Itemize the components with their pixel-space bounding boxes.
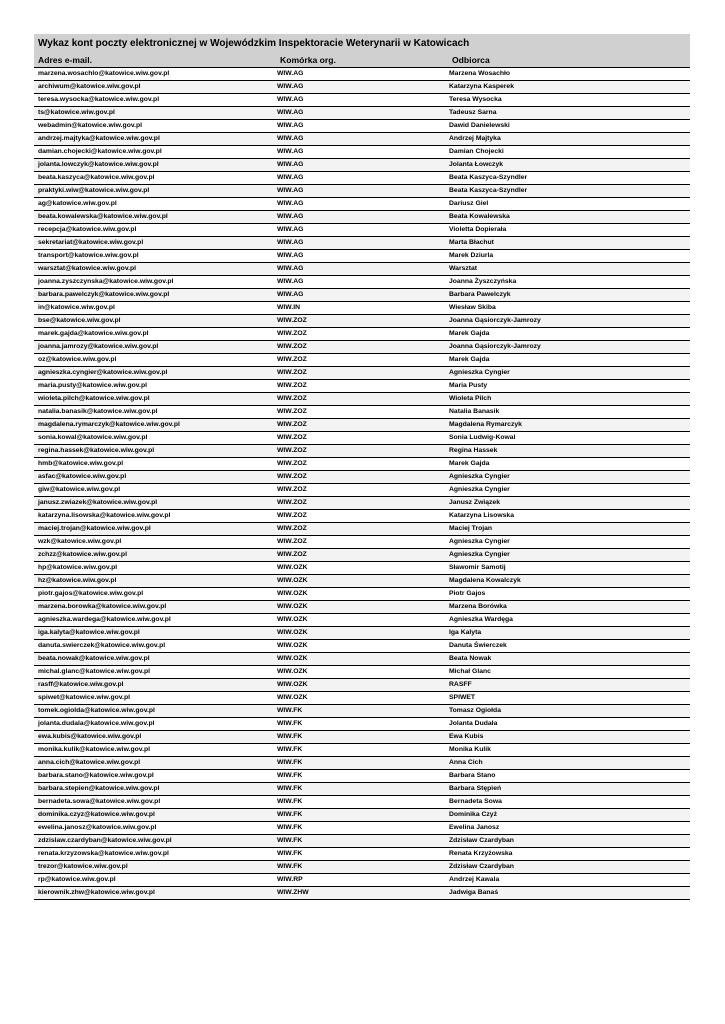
email-cell: zdzislaw.czardyban@katowice.wiw.gov.pl	[34, 835, 276, 848]
email-cell: anna.cich@katowice.wiw.gov.pl	[34, 757, 276, 770]
email-cell: ag@katowice.wiw.gov.pl	[34, 198, 276, 211]
recipient-cell: Violetta Dopierała	[448, 224, 690, 237]
recipient-cell: Ewa Kubis	[448, 731, 690, 744]
table-row	[34, 380, 690, 393]
email-cell: michal.glanc@katowice.wiw.gov.pl	[34, 666, 276, 679]
email-cell: marzena.wosachlo@katowice.wiw.gov.pl	[34, 68, 276, 81]
table-row	[34, 484, 690, 497]
recipient-cell: Teresa Wysocka	[448, 94, 690, 107]
table-row	[34, 796, 690, 809]
table-row	[34, 432, 690, 445]
email-cell: jolanta.dudala@katowice.wiw.gov.pl	[34, 718, 276, 731]
unit-cell: WIW.ZHW	[276, 887, 448, 900]
recipient-cell: Dariusz Giel	[448, 198, 690, 211]
recipient-cell: Anna Cich	[448, 757, 690, 770]
email-cell: spiwet@katowice.wiw.gov.pl	[34, 692, 276, 705]
email-cell: regina.hassek@katowice.wiw.gov.pl	[34, 445, 276, 458]
recipient-cell: Wiesław Skiba	[448, 302, 690, 315]
recipient-cell: Tomasz Ogiołda	[448, 705, 690, 718]
recipient-cell: Jolanta Dudała	[448, 718, 690, 731]
table-row	[34, 627, 690, 640]
email-cell: beata.kowalewska@katowice.wiw.gov.pl	[34, 211, 276, 224]
unit-cell: WIW.AG	[276, 107, 448, 120]
unit-cell: WIW.ZOZ	[276, 536, 448, 549]
email-cell: danuta.swierczek@katowice.wiw.gov.pl	[34, 640, 276, 653]
table-row	[34, 718, 690, 731]
unit-cell: WIW.FK	[276, 809, 448, 822]
recipient-cell: Agnieszka Cyngier	[448, 484, 690, 497]
recipient-cell: Jolanta Łowczyk	[448, 159, 690, 172]
email-cell: agnieszka.cyngier@katowice.wiw.gov.pl	[34, 367, 276, 380]
unit-cell: WIW.ZOZ	[276, 497, 448, 510]
unit-cell: WIW.OZK	[276, 614, 448, 627]
recipient-cell: RASFF	[448, 679, 690, 692]
table-row	[34, 757, 690, 770]
email-cell: tomek.ogiolda@katowice.wiw.gov.pl	[34, 705, 276, 718]
unit-cell: WIW.ZOZ	[276, 393, 448, 406]
email-cell: ewelina.janosz@katowice.wiw.gov.pl	[34, 822, 276, 835]
email-cell: beata.kaszyca@katowice.wiw.gov.pl	[34, 172, 276, 185]
unit-cell: WIW.OZK	[276, 601, 448, 614]
table-row	[34, 172, 690, 185]
recipient-cell: Zdzisław Czardyban	[448, 835, 690, 848]
email-cell: maciej.trojan@katowice.wiw.gov.pl	[34, 523, 276, 536]
unit-cell: WIW.AG	[276, 263, 448, 276]
email-cell: webadmin@katowice.wiw.gov.pl	[34, 120, 276, 133]
table-row	[34, 549, 690, 562]
table-row	[34, 406, 690, 419]
email-cell: praktyki.wiw@katowice.wiw.gov.pl	[34, 185, 276, 198]
unit-cell: WIW.OZK	[276, 653, 448, 666]
unit-cell: WIW.ZOZ	[276, 328, 448, 341]
recipient-cell: Agnieszka Wardęga	[448, 614, 690, 627]
email-cell: marzena.borowka@katowice.wiw.gov.pl	[34, 601, 276, 614]
unit-cell: WIW.OZK	[276, 679, 448, 692]
table-row	[34, 575, 690, 588]
email-cell: beata.nowak@katowice.wiw.gov.pl	[34, 653, 276, 666]
email-cell: joanna.jamrozy@katowice.wiw.gov.pl	[34, 341, 276, 354]
unit-cell: WIW.RP	[276, 874, 448, 887]
unit-cell: WIW.ZOZ	[276, 445, 448, 458]
table-row	[34, 81, 690, 94]
recipient-cell: Beata Kaszyca-Szyndler	[448, 172, 690, 185]
unit-cell: WIW.ZOZ	[276, 549, 448, 562]
table-row	[34, 848, 690, 861]
table-row	[34, 159, 690, 172]
unit-cell: WIW.ZOZ	[276, 315, 448, 328]
recipient-cell: Marek Gajda	[448, 328, 690, 341]
unit-cell: WIW.ZOZ	[276, 523, 448, 536]
email-cell: barbara.stano@katowice.wiw.gov.pl	[34, 770, 276, 783]
unit-cell: WIW.FK	[276, 822, 448, 835]
recipient-cell: Michał Glanc	[448, 666, 690, 679]
email-cell: transport@katowice.wiw.gov.pl	[34, 250, 276, 263]
unit-cell: WIW.FK	[276, 783, 448, 796]
table-row	[34, 887, 690, 900]
table-row	[34, 588, 690, 601]
unit-cell: WIW.ZOZ	[276, 510, 448, 523]
table-row	[34, 250, 690, 263]
table-row	[34, 302, 690, 315]
unit-cell: WIW.FK	[276, 861, 448, 874]
table-row	[34, 653, 690, 666]
unit-cell: WIW.OZK	[276, 588, 448, 601]
email-cell: monika.kulik@katowice.wiw.gov.pl	[34, 744, 276, 757]
recipient-cell: Agnieszka Cyngier	[448, 367, 690, 380]
email-cell: oz@katowice.wiw.gov.pl	[34, 354, 276, 367]
table-row	[34, 614, 690, 627]
email-cell: bse@katowice.wiw.gov.pl	[34, 315, 276, 328]
unit-cell: WIW.OZK	[276, 575, 448, 588]
unit-cell: WIW.AG	[276, 250, 448, 263]
table-row	[34, 354, 690, 367]
recipient-cell: Agnieszka Cyngier	[448, 536, 690, 549]
email-cell: wzk@katowice.wiw.gov.pl	[34, 536, 276, 549]
email-cell: renata.krzyzowska@katowice.wiw.gov.pl	[34, 848, 276, 861]
recipient-cell: Marta Błachut	[448, 237, 690, 250]
unit-cell: WIW.OZK	[276, 666, 448, 679]
table-row	[34, 445, 690, 458]
table-row	[34, 276, 690, 289]
table-row	[34, 666, 690, 679]
email-cell: archiwum@katowice.wiw.gov.pl	[34, 81, 276, 94]
unit-cell: WIW.FK	[276, 718, 448, 731]
unit-cell: WIW.FK	[276, 848, 448, 861]
email-cell: maria.pusty@katowice.wiw.gov.pl	[34, 380, 276, 393]
email-cell: katarzyna.lisowska@katowice.wiw.gov.pl	[34, 510, 276, 523]
recipient-cell: Wioleta Pilch	[448, 393, 690, 406]
unit-cell: WIW.ZOZ	[276, 354, 448, 367]
document-sheet	[34, 34, 690, 900]
email-cell: ewa.kubis@katowice.wiw.gov.pl	[34, 731, 276, 744]
table-row	[34, 146, 690, 159]
recipient-cell: Agnieszka Cyngier	[448, 549, 690, 562]
email-cell: magdalena.rymarczyk@katowice.wiw.gov.pl	[34, 419, 276, 432]
unit-cell: WIW.AG	[276, 276, 448, 289]
unit-cell: WIW.ZOZ	[276, 458, 448, 471]
table-row	[34, 393, 690, 406]
table-row	[34, 770, 690, 783]
unit-cell: WIW.FK	[276, 757, 448, 770]
recipient-cell: Katarzyna Lisowska	[448, 510, 690, 523]
recipient-cell: Sonia Ludwig-Kowal	[448, 432, 690, 445]
recipient-cell: Marek Gajda	[448, 458, 690, 471]
unit-cell: WIW.ZOZ	[276, 367, 448, 380]
email-cell: teresa.wysocka@katowice.wiw.gov.pl	[34, 94, 276, 107]
table-row	[34, 822, 690, 835]
table-row	[34, 510, 690, 523]
unit-cell: WIW.AG	[276, 68, 448, 81]
recipient-cell: Andrzej Majtyka	[448, 133, 690, 146]
email-cell: asfac@katowice.wiw.gov.pl	[34, 471, 276, 484]
table-row	[34, 458, 690, 471]
recipient-cell: Danuta Świerczek	[448, 640, 690, 653]
unit-cell: WIW.AG	[276, 237, 448, 250]
email-cell: hz@katowice.wiw.gov.pl	[34, 575, 276, 588]
unit-cell: WIW.ZOZ	[276, 341, 448, 354]
table-row	[34, 679, 690, 692]
table-row	[34, 601, 690, 614]
unit-cell: WIW.AG	[276, 198, 448, 211]
unit-cell: WIW.AG	[276, 185, 448, 198]
email-accounts-table	[34, 54, 690, 900]
email-cell: janusz.zwiazek@katowice.wiw.gov.pl	[34, 497, 276, 510]
table-row	[34, 107, 690, 120]
email-cell: zchzz@katowice.wiw.gov.pl	[34, 549, 276, 562]
column-header-unit: Komórka org.	[276, 54, 448, 68]
recipient-cell: Dawid Danielewski	[448, 120, 690, 133]
table-row	[34, 640, 690, 653]
unit-cell: WIW.FK	[276, 705, 448, 718]
recipient-cell: Agnieszka Cyngier	[448, 471, 690, 484]
unit-cell: WIW.OZK	[276, 640, 448, 653]
email-cell: marek.gajda@katowice.wiw.gov.pl	[34, 328, 276, 341]
email-cell: rasff@katowice.wiw.gov.pl	[34, 679, 276, 692]
table-header	[34, 54, 690, 68]
unit-cell: WIW.IN	[276, 302, 448, 315]
unit-cell: WIW.ZOZ	[276, 432, 448, 445]
email-cell: kierownik.zhw@katowice.wiw.gov.pl	[34, 887, 276, 900]
recipient-cell: Tadeusz Sarna	[448, 107, 690, 120]
email-cell: joanna.zyszczynska@katowice.wiw.gov.pl	[34, 276, 276, 289]
recipient-cell: Joanna Gąsiorczyk-Jamrozy	[448, 341, 690, 354]
unit-cell: WIW.OZK	[276, 627, 448, 640]
unit-cell: WIW.ZOZ	[276, 484, 448, 497]
recipient-cell: Marek Dziurla	[448, 250, 690, 263]
table-row	[34, 237, 690, 250]
table-row	[34, 341, 690, 354]
recipient-cell: Warsztat	[448, 263, 690, 276]
email-cell: damian.chojecki@katowice.wiw.gov.pl	[34, 146, 276, 159]
email-cell: natalia.banasik@katowice.wiw.gov.pl	[34, 406, 276, 419]
unit-cell: WIW.AG	[276, 159, 448, 172]
email-cell: jolanta.lowczyk@katowice.wiw.gov.pl	[34, 159, 276, 172]
email-cell: ts@katowice.wiw.gov.pl	[34, 107, 276, 120]
unit-cell: WIW.FK	[276, 770, 448, 783]
recipient-cell: Damian Chojecki	[448, 146, 690, 159]
recipient-cell: Marzena Wosachło	[448, 68, 690, 81]
unit-cell: WIW.ZOZ	[276, 406, 448, 419]
recipient-cell: Dominika Czyż	[448, 809, 690, 822]
column-header-recipient: Odbiorca	[448, 54, 690, 68]
email-cell: hmb@katowice.wiw.gov.pl	[34, 458, 276, 471]
table-row	[34, 367, 690, 380]
table-body	[34, 68, 690, 900]
email-cell: sonia.kowal@katowice.wiw.gov.pl	[34, 432, 276, 445]
column-header-email: Adres e-mail.	[34, 54, 276, 68]
table-row	[34, 120, 690, 133]
table-row	[34, 289, 690, 302]
email-cell: sekretariat@katowice.wiw.gov.pl	[34, 237, 276, 250]
recipient-cell: Zdzisław Czardyban	[448, 861, 690, 874]
unit-cell: WIW.OZK	[276, 692, 448, 705]
recipient-cell: Joanna Żyszczyńska	[448, 276, 690, 289]
unit-cell: WIW.AG	[276, 224, 448, 237]
table-row	[34, 835, 690, 848]
email-cell: barbara.pawelczyk@katowice.wiw.gov.pl	[34, 289, 276, 302]
recipient-cell: Andrzej Kawala	[448, 874, 690, 887]
table-row	[34, 328, 690, 341]
recipient-cell: Barbara Stępień	[448, 783, 690, 796]
recipient-cell: Marzena Borówka	[448, 601, 690, 614]
recipient-cell: Maciej Trojan	[448, 523, 690, 536]
recipient-cell: Barbara Pawelczyk	[448, 289, 690, 302]
recipient-cell: Monika Kulik	[448, 744, 690, 757]
unit-cell: WIW.FK	[276, 744, 448, 757]
email-cell: piotr.gajos@katowice.wiw.gov.pl	[34, 588, 276, 601]
recipient-cell: Magdalena Rymarczyk	[448, 419, 690, 432]
email-cell: giw@katowice.wiw.gov.pl	[34, 484, 276, 497]
unit-cell: WIW.AG	[276, 120, 448, 133]
email-cell: wioleta.pilch@katowice.wiw.gov.pl	[34, 393, 276, 406]
unit-cell: WIW.AG	[276, 133, 448, 146]
email-cell: warsztat@katowice.wiw.gov.pl	[34, 263, 276, 276]
unit-cell: WIW.ZOZ	[276, 471, 448, 484]
recipient-cell: Natalia Banasik	[448, 406, 690, 419]
table-row	[34, 211, 690, 224]
recipient-cell: Janusz Związek	[448, 497, 690, 510]
table-row	[34, 731, 690, 744]
unit-cell: WIW.ZOZ	[276, 419, 448, 432]
table-row	[34, 315, 690, 328]
header-row	[34, 54, 690, 68]
recipient-cell: Barbara Stano	[448, 770, 690, 783]
table-row	[34, 224, 690, 237]
email-cell: hp@katowice.wiw.gov.pl	[34, 562, 276, 575]
recipient-cell: Maria Pusty	[448, 380, 690, 393]
unit-cell: WIW.FK	[276, 796, 448, 809]
table-row	[34, 562, 690, 575]
email-cell: agnieszka.wardega@katowice.wiw.gov.pl	[34, 614, 276, 627]
recipient-cell: Renata Krzyżowska	[448, 848, 690, 861]
email-cell: iga.kalyta@katowice.wiw.gov.pl	[34, 627, 276, 640]
table-row	[34, 705, 690, 718]
table-row	[34, 471, 690, 484]
table-row	[34, 133, 690, 146]
table-row	[34, 744, 690, 757]
unit-cell: WIW.AG	[276, 289, 448, 302]
recipient-cell: Iga Kalyta	[448, 627, 690, 640]
recipient-cell: Regina Hassek	[448, 445, 690, 458]
email-cell: bernadeta.sowa@katowice.wiw.gov.pl	[34, 796, 276, 809]
recipient-cell: Ewelina Janosz	[448, 822, 690, 835]
unit-cell: WIW.ZOZ	[276, 380, 448, 393]
email-cell: andrzej.majtyka@katowice.wiw.gov.pl	[34, 133, 276, 146]
table-row	[34, 497, 690, 510]
unit-cell: WIW.AG	[276, 94, 448, 107]
table-row	[34, 198, 690, 211]
email-cell: in@katowice.wiw.gov.pl	[34, 302, 276, 315]
recipient-cell: Beata Kowalewska	[448, 211, 690, 224]
recipient-cell: Piotr Gajos	[448, 588, 690, 601]
table-row	[34, 861, 690, 874]
table-row	[34, 692, 690, 705]
unit-cell: WIW.AG	[276, 81, 448, 94]
table-row	[34, 783, 690, 796]
recipient-cell: Sławomir Samotij	[448, 562, 690, 575]
table-row	[34, 68, 690, 81]
table-row	[34, 874, 690, 887]
unit-cell: WIW.FK	[276, 835, 448, 848]
table-row	[34, 536, 690, 549]
recipient-cell: SPIWET	[448, 692, 690, 705]
recipient-cell: Bernadeta Sowa	[448, 796, 690, 809]
recipient-cell: Marek Gajda	[448, 354, 690, 367]
email-cell: rp@katowice.wiw.gov.pl	[34, 874, 276, 887]
recipient-cell: Beata Nowak	[448, 653, 690, 666]
unit-cell: WIW.OZK	[276, 562, 448, 575]
unit-cell: WIW.AG	[276, 172, 448, 185]
table-row	[34, 94, 690, 107]
unit-cell: WIW.AG	[276, 146, 448, 159]
recipient-cell: Jadwiga Banaś	[448, 887, 690, 900]
unit-cell: WIW.AG	[276, 211, 448, 224]
recipient-cell: Beata Kaszyca-Szyndler	[448, 185, 690, 198]
table-row	[34, 185, 690, 198]
document-title: Wykaz kont poczty elektronicznej w Wojewódzkim Inspektoracie Weterynarii w Katowicach	[34, 34, 690, 54]
email-cell: recepcja@katowice.wiw.gov.pl	[34, 224, 276, 237]
email-cell: dominika.czyz@katowice.wiw.gov.pl	[34, 809, 276, 822]
recipient-cell: Joanna Gąsiorczyk-Jamrozy	[448, 315, 690, 328]
table-row	[34, 523, 690, 536]
email-cell: barbara.stepien@katowice.wiw.gov.pl	[34, 783, 276, 796]
email-cell: trezor@katowice.wiw.gov.pl	[34, 861, 276, 874]
table-row	[34, 419, 690, 432]
recipient-cell: Katarzyna Kasperek	[448, 81, 690, 94]
recipient-cell: Magdalena Kowalczyk	[448, 575, 690, 588]
table-row	[34, 263, 690, 276]
table-row	[34, 809, 690, 822]
unit-cell: WIW.FK	[276, 731, 448, 744]
